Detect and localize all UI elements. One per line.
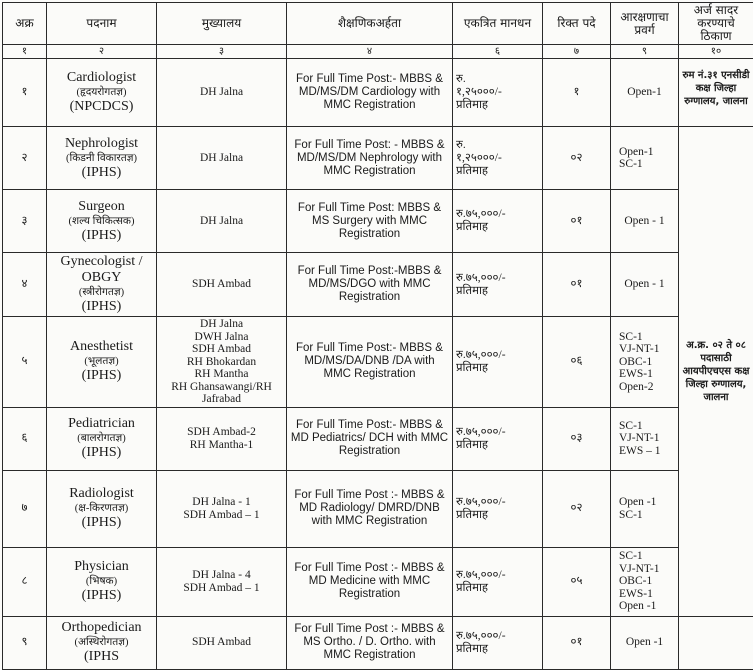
post-name-cell xyxy=(47,127,157,190)
post-program-tag: (IPHS) xyxy=(50,368,153,384)
column-number: १० xyxy=(679,45,753,59)
headquarters-cell xyxy=(157,190,287,253)
post-program-tag: (IPHS) xyxy=(50,299,153,315)
venue-cell-first: रुम नं.३१ एनसीडी कक्ष जिल्हा रुग्णालय, जालना xyxy=(679,59,753,127)
headquarters-cell xyxy=(157,317,287,408)
pay-line: रु. xyxy=(456,139,539,152)
reservation-line: VJ-NT-1 xyxy=(619,563,675,576)
headquarters-line: DH Jalna - 4 xyxy=(160,569,283,582)
headquarters-line: SDH Ambad-2 xyxy=(160,426,283,439)
qualification-cell: For Full Time Post:-MBBS & MD/MS/DGO with MMC Registration xyxy=(287,253,453,317)
post-program-tag: (IPHS) xyxy=(50,445,153,461)
pay-line: प्रतिमाह xyxy=(456,509,539,522)
header-reservation: आरक्षणाचा प्रवर्ग xyxy=(611,3,679,45)
pay-line: रु.७५,०००/- xyxy=(456,272,539,285)
headquarters-line: SDH Ambad – 1 xyxy=(160,582,283,595)
pay-line: प्रतिमाह xyxy=(456,99,539,112)
serial-number: ८ xyxy=(3,547,47,616)
table-row xyxy=(3,616,753,669)
pay-line: प्रतिमाह xyxy=(456,643,539,656)
headquarters-line: DH Jalna xyxy=(160,86,283,99)
serial-number: ६ xyxy=(3,407,47,470)
qualification-cell: For Full Time Post :- MBBS & MD Medicine with MMC Registration xyxy=(287,547,453,616)
pay-line: प्रतिमाह xyxy=(456,165,539,178)
pay-cell xyxy=(453,59,543,127)
header-vacancies: रिक्त पदे xyxy=(543,3,611,45)
headquarters-line: SDH Ambad xyxy=(160,278,283,291)
vacancies-cell: ०१ xyxy=(543,190,611,253)
pay-cell xyxy=(453,547,543,616)
reservation-line: Open - 1 xyxy=(614,278,675,291)
qualification-cell: For Full Time Post:- MBBS & MD/MS/DA/DNB /DA with MMC Registration xyxy=(287,317,453,408)
post-program-tag: (NPCDCS) xyxy=(50,99,153,115)
qualification-cell: For Full Time Post: - MBBS & MD/MS/DM Nephrology with MMC Registration xyxy=(287,127,453,190)
post-name-cell xyxy=(47,253,157,317)
pay-line: रु.७५,०००/- xyxy=(456,496,539,509)
post-name-en: Gynecologist / OBGY xyxy=(50,254,153,286)
headquarters-line: SDH Ambad xyxy=(160,343,283,356)
headquarters-line: DH Jalna xyxy=(160,318,283,331)
reservation-cell xyxy=(611,616,679,669)
table-row xyxy=(3,59,753,127)
reservation-line: Open-1 xyxy=(619,146,675,159)
column-number: ७ xyxy=(543,45,611,59)
post-program-tag: (IPHS) xyxy=(50,228,153,244)
post-name-en: Nephrologist xyxy=(50,136,153,152)
table-row xyxy=(3,547,753,616)
vacancies-cell: ०३ xyxy=(543,407,611,470)
table-row xyxy=(3,253,753,317)
post-name-mr: (हृदयरोगतज्ञ) xyxy=(50,86,153,99)
qualification-cell: For Full Time Post :- MBBS & MD Radiology/ DMRD/DNB with MMC Registration xyxy=(287,470,453,547)
post-name-en: Orthopedician xyxy=(50,620,153,636)
reservation-line: VJ-NT-1 xyxy=(619,432,675,445)
pay-line: रु.७५,०००/- xyxy=(456,426,539,439)
reservation-cell xyxy=(611,547,679,616)
vacancies-cell: ०१ xyxy=(543,253,611,317)
headquarters-cell xyxy=(157,470,287,547)
header-headquarters: मुख्यालय xyxy=(157,3,287,45)
column-number: ६ xyxy=(453,45,543,59)
vacancies-cell: ०२ xyxy=(543,127,611,190)
reservation-line: Open-1 xyxy=(614,86,675,99)
headquarters-line: RH Mantha-1 xyxy=(160,439,283,452)
headquarters-line: RH Ghansawangi/RH xyxy=(160,381,283,394)
qualification-cell: For Full Time Post:- MBBS & MD/MS/DM Cardiology with MMC Registration xyxy=(287,59,453,127)
post-name-en: Physician xyxy=(50,559,153,575)
post-name-mr: (भूलतज्ञ) xyxy=(50,355,153,368)
post-program-tag: (IPHS xyxy=(50,649,153,665)
headquarters-line: SDH Ambad – 1 xyxy=(160,509,283,522)
reservation-line: Open - 1 xyxy=(614,215,675,228)
headquarters-cell xyxy=(157,616,287,669)
pay-line: १,२५०००/- xyxy=(456,152,539,165)
reservation-line: OBC-1 xyxy=(619,356,675,369)
headquarters-line: DH Jalna xyxy=(160,152,283,165)
post-name-mr: (किडनी विकारतज्ञ) xyxy=(50,152,153,165)
header-post: पदनाम xyxy=(47,3,157,45)
reservation-cell xyxy=(611,190,679,253)
vacancies-cell: १ xyxy=(543,59,611,127)
headquarters-line: DWH Jalna xyxy=(160,331,283,344)
reservation-line: Open -1 xyxy=(619,496,675,509)
serial-number: २ xyxy=(3,127,47,190)
column-number: २ xyxy=(47,45,157,59)
post-name-en: Pediatrician xyxy=(50,416,153,432)
pay-line: रु.७५,०००/- xyxy=(456,569,539,582)
post-name-cell xyxy=(47,59,157,127)
post-name-cell xyxy=(47,547,157,616)
headquarters-line: RH Mantha xyxy=(160,368,283,381)
pay-line: रु.७५,०००/- xyxy=(456,349,539,362)
pay-cell xyxy=(453,616,543,669)
recruitment-table xyxy=(2,2,753,670)
headquarters-cell xyxy=(157,407,287,470)
column-number: ४ xyxy=(287,45,453,59)
pay-line: प्रतिमाह xyxy=(456,582,539,595)
pay-cell xyxy=(453,190,543,253)
reservation-line: EWS-1 xyxy=(619,588,675,601)
headquarters-cell xyxy=(157,127,287,190)
header-qualification: शैक्षणिकअर्हता xyxy=(287,3,453,45)
reservation-cell xyxy=(611,407,679,470)
reservation-line: Open -1 xyxy=(614,636,675,649)
serial-number: ९ xyxy=(3,616,47,669)
qualification-cell: For Full Time Post: MBBS & MS Surgery with MMC Registration xyxy=(287,190,453,253)
vacancies-cell: ०६ xyxy=(543,317,611,408)
column-number: ९ xyxy=(611,45,679,59)
post-program-tag: (IPHS) xyxy=(50,515,153,531)
reservation-line: Open -1 xyxy=(619,600,675,613)
header-pay: एकत्रित मानधन xyxy=(453,3,543,45)
vacancies-cell: ०५ xyxy=(543,547,611,616)
vacancies-cell: ०२ xyxy=(543,470,611,547)
reservation-line: SC-1 xyxy=(619,420,675,433)
post-name-en: Cardiologist xyxy=(50,70,153,86)
reservation-cell xyxy=(611,317,679,408)
reservation-line: Open-2 xyxy=(619,381,675,394)
serial-number: १ xyxy=(3,59,47,127)
headquarters-line: DH Jalna xyxy=(160,215,283,228)
post-name-cell xyxy=(47,616,157,669)
post-name-mr: (भिषक) xyxy=(50,575,153,588)
qualification-cell: For Full Time Post :- MBBS & MS Ortho. / D. Ortho. with MMC Registration xyxy=(287,616,453,669)
post-program-tag: (IPHS) xyxy=(50,588,153,604)
reservation-line: SC-1 xyxy=(619,331,675,344)
reservation-cell xyxy=(611,253,679,317)
reservation-line: SC-1 xyxy=(619,550,675,563)
reservation-cell xyxy=(611,127,679,190)
header-venue: अर्ज सादर करण्याचे ठिकाण xyxy=(679,3,753,45)
post-name-mr: (बालरोगतज्ञ) xyxy=(50,432,153,445)
post-program-tag: (IPHS) xyxy=(50,165,153,181)
header-serial: अक्र xyxy=(3,3,47,45)
vacancies-cell: ०१ xyxy=(543,616,611,669)
headquarters-line: RH Bhokardan xyxy=(160,356,283,369)
table-row xyxy=(3,317,753,408)
reservation-line: SC-1 xyxy=(619,509,675,522)
column-number: ३ xyxy=(157,45,287,59)
post-name-mr: (क्ष-किरणतज्ञ) xyxy=(50,502,153,515)
pay-line: रु. xyxy=(456,73,539,86)
post-name-cell xyxy=(47,407,157,470)
headquarters-line: Jafrabad xyxy=(160,393,283,406)
header-row xyxy=(3,3,753,45)
post-name-mr: (शल्य चिकित्सक) xyxy=(50,215,153,228)
serial-number: ३ xyxy=(3,190,47,253)
post-name-en: Radiologist xyxy=(50,486,153,502)
headquarters-cell xyxy=(157,253,287,317)
serial-number: ५ xyxy=(3,317,47,408)
serial-number: ४ xyxy=(3,253,47,317)
pay-line: प्रतिमाह xyxy=(456,439,539,452)
venue-cell-empty xyxy=(679,616,753,669)
table-row xyxy=(3,407,753,470)
reservation-cell xyxy=(611,470,679,547)
table-row xyxy=(3,127,753,190)
pay-line: प्रतिमाह xyxy=(456,221,539,234)
column-number-row xyxy=(3,45,753,59)
post-name-mr: (अस्थिरोगतज्ञ) xyxy=(50,636,153,649)
post-name-en: Surgeon xyxy=(50,199,153,215)
pay-cell xyxy=(453,253,543,317)
column-number: १ xyxy=(3,45,47,59)
pay-line: रु.७५,०००/- xyxy=(456,630,539,643)
venue-cell-rest: अ.क्र. ०२ ते ०८ पदासाठी आयपीएचएस कक्ष जिल्हा रुग्णालय, जालना xyxy=(679,127,753,617)
pay-cell xyxy=(453,470,543,547)
pay-cell xyxy=(453,407,543,470)
reservation-line: EWS – 1 xyxy=(619,445,675,458)
post-name-cell xyxy=(47,190,157,253)
table-row xyxy=(3,470,753,547)
pay-line: प्रतिमाह xyxy=(456,285,539,298)
serial-number: ७ xyxy=(3,470,47,547)
pay-cell xyxy=(453,317,543,408)
headquarters-cell xyxy=(157,547,287,616)
reservation-line: VJ-NT-1 xyxy=(619,343,675,356)
reservation-line: EWS-1 xyxy=(619,368,675,381)
pay-line: १,२५०००/- xyxy=(456,86,539,99)
post-name-en: Anesthetist xyxy=(50,339,153,355)
pay-line: प्रतिमाह xyxy=(456,362,539,375)
qualification-cell: For Full Time Post:- MBBS & MD Pediatrics/ DCH with MMC Registration xyxy=(287,407,453,470)
pay-line: रु.७५,०००/- xyxy=(456,208,539,221)
reservation-line: SC-1 xyxy=(619,158,675,171)
headquarters-cell xyxy=(157,59,287,127)
post-name-cell xyxy=(47,470,157,547)
table-row xyxy=(3,190,753,253)
post-name-mr: (स्त्रीरोगतज्ञ) xyxy=(50,286,153,299)
reservation-cell xyxy=(611,59,679,127)
reservation-line: OBC-1 xyxy=(619,575,675,588)
pay-cell xyxy=(453,127,543,190)
post-name-cell xyxy=(47,317,157,408)
headquarters-line: SDH Ambad xyxy=(160,636,283,649)
headquarters-line: DH Jalna - 1 xyxy=(160,496,283,509)
